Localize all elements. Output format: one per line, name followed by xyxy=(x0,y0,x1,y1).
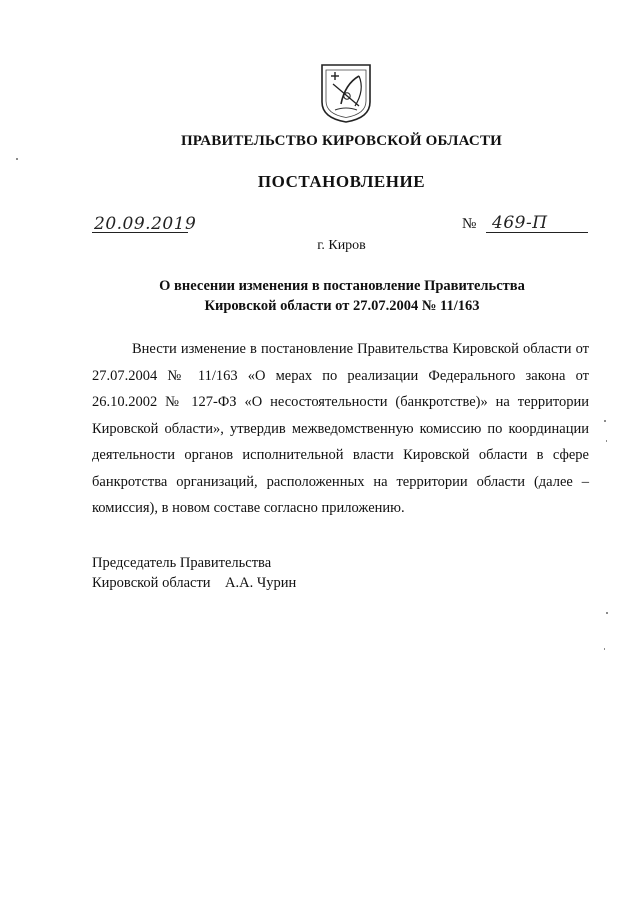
subject-line-2: Кировской области от 27.07.2004 № 11/163 xyxy=(204,298,480,314)
document-subject xyxy=(92,276,592,316)
signature-position: Председатель Правительства xyxy=(92,555,272,571)
city-label: г. Киров xyxy=(317,238,366,253)
signature-name: А.А. Чурин xyxy=(225,575,297,591)
body-paragraph: Внести изменение в постановление Правительства Кировской области от 27.07.2004 № 11/163 «О мерах по реализации Федерального закона от 26.10.2002 № 127-ФЗ «О несостоятельности (банкротстве)» на территории Кировской области», утвердив межведомственную комиссию по координации деятельности органов исполнительной власти Кировской области в сфере банкротства организаций, расположенных на территории области (далее – комиссия), в новом составе согласно приложению. xyxy=(92,341,589,516)
signature-block xyxy=(92,553,296,593)
coat-of-arms-icon xyxy=(319,62,373,124)
document-number: 469-П xyxy=(492,213,548,233)
scan-speck xyxy=(16,158,18,160)
scan-speck xyxy=(606,612,608,614)
signature-region: Кировской области xyxy=(92,575,211,591)
scan-speck xyxy=(604,420,606,422)
number-underline xyxy=(486,232,588,233)
document-type-title: ПОСТАНОВЛЕНИЕ xyxy=(257,172,426,191)
scan-speck xyxy=(606,440,607,442)
subject-line-1: О внесении изменения в постановление Правительства xyxy=(159,278,525,294)
organization-title: ПРАВИТЕЛЬСТВО КИРОВСКОЙ ОБЛАСТИ xyxy=(180,133,503,149)
date-underline xyxy=(92,232,188,233)
document-date: 20.09.2019 xyxy=(94,214,197,234)
scan-speck xyxy=(604,648,605,650)
number-label: № xyxy=(462,216,477,232)
signature-line-2 xyxy=(92,573,296,593)
